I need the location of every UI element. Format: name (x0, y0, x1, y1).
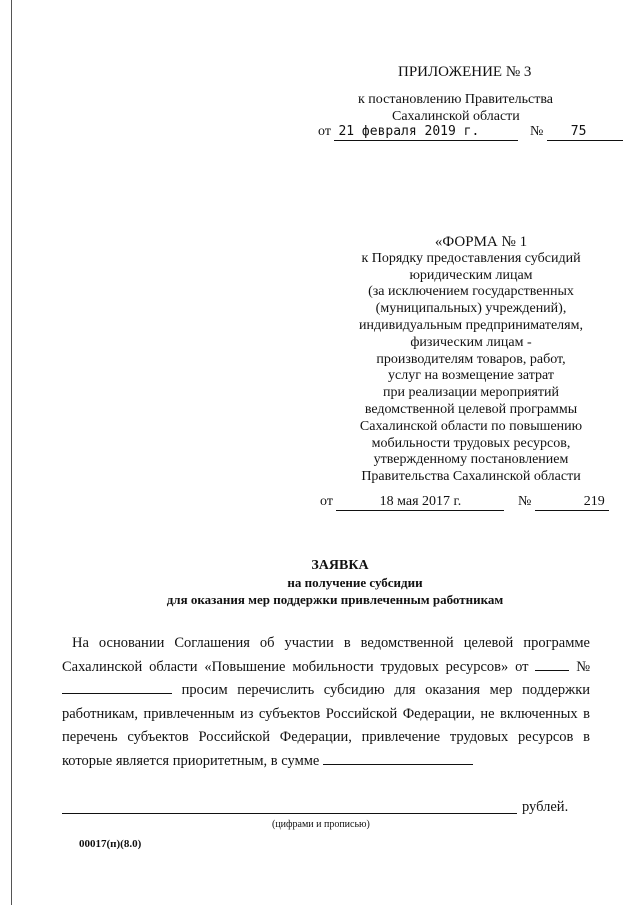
forma-date-line (320, 494, 620, 511)
sum-amount-line (62, 797, 517, 814)
application-body (62, 632, 590, 773)
scan-edge-line (11, 0, 12, 905)
body-text-part-2: № (576, 658, 591, 675)
agreement-date-blank (535, 658, 569, 671)
forma-line: при реализации мероприятий (382, 385, 559, 401)
date-prefix: от (320, 494, 333, 509)
appendix-line-2: Сахалинской области (392, 109, 520, 124)
forma-title: «ФОРМА № 1 (434, 234, 528, 250)
forma-line: ведомственной целевой программы (364, 401, 578, 417)
forma-line: к Порядку предоставления субсидий (361, 250, 581, 266)
sum-hint: (цифрами и прописью) (272, 819, 370, 830)
appendix-title: ПРИЛОЖЕНИЕ № 3 (398, 64, 532, 80)
heading-line-2: на получение субсидии (287, 575, 423, 590)
appendix-line-1: к постановлению Правительства (358, 92, 554, 107)
forma-line: мобильности трудовых ресурсов, (371, 435, 571, 451)
forma-line: (муниципальных) учреждений), (375, 301, 567, 317)
body-text-part-1: На основании Соглашения об участии в ведомственной целевой программе Сахалинской области «Повышение мобильности трудовых ресурсов» от (62, 635, 590, 675)
forma-date-field: 18 мая 2017 г. (336, 494, 504, 511)
forma-line: Сахалинской области по повышению (359, 418, 583, 434)
forma-line: услуг на возмещение затрат (388, 368, 554, 384)
date-prefix: от (318, 124, 331, 139)
number-prefix: № (517, 494, 532, 509)
forma-number-field: 219 (535, 494, 609, 511)
forma-block (320, 234, 616, 509)
forma-line: производителям товаров, работ, (376, 351, 566, 367)
heading-line-3: для оказания мер поддержки привлеченным работникам (166, 592, 504, 607)
currency-label: рублей. (522, 799, 569, 815)
agreement-number-blank (62, 681, 172, 694)
forma-line: индивидуальным предпринимателям, (359, 317, 583, 333)
forma-line: юридическим лицам (409, 267, 533, 283)
number-prefix: № (529, 124, 544, 139)
appendix-date-field: 21 февраля 2019 г. (334, 124, 518, 141)
forma-line: физическим лицам - (410, 334, 532, 350)
appendix-number-field: 75 (547, 124, 623, 141)
body-text-part-3: просим перечислить субсидию для оказания мер поддержки работникам, привлеченным из субъектов Российской Федерации, не включенных в перечень субъектов Российской Федерации, привлечение трудовых ресурсов в которые является приоритетным, в сумме (62, 682, 591, 769)
sum-blank (323, 752, 473, 765)
application-heading (0, 557, 640, 608)
forma-line: (за исключением государственных (368, 284, 574, 300)
forma-line: Правительства Сахалинской области (361, 469, 581, 485)
form-code: 00017(п)(8.0) (79, 838, 142, 850)
forma-line: утвержденному постановлением (373, 452, 569, 468)
body-paragraph (62, 632, 590, 773)
heading-title: ЗАЯВКА (311, 558, 369, 573)
appendix-date-line (318, 124, 623, 141)
